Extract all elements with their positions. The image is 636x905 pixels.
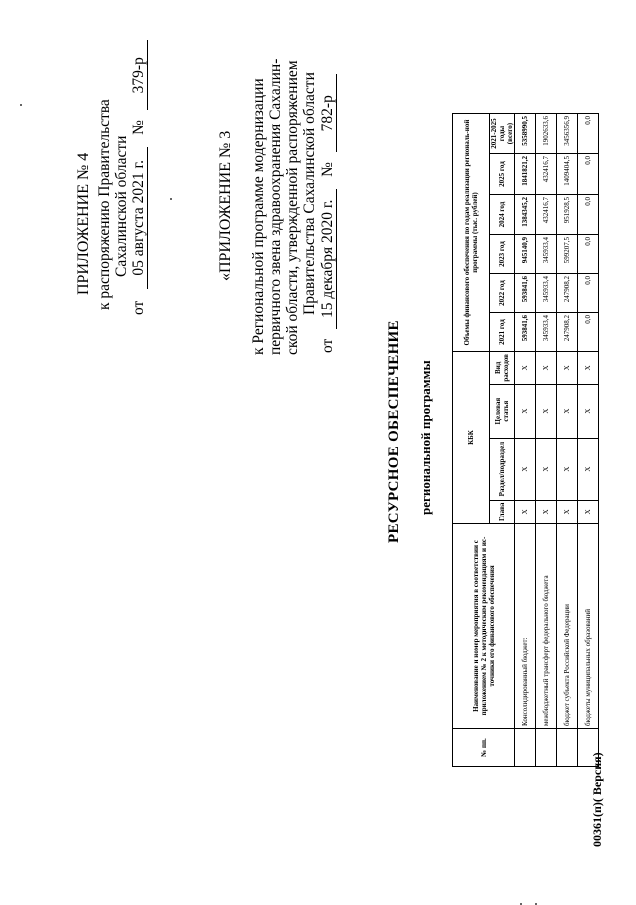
header-y2024: 2024 год (490, 195, 515, 235)
header-section: Раздел/подраздел (490, 438, 515, 500)
cell-num (536, 729, 557, 767)
appendix3-title: «ПРИЛОЖЕНИЕ № 3 (217, 130, 234, 281)
appendix4-line2: Сахалинской области (113, 135, 130, 277)
scan-speck (170, 198, 172, 200)
cell-num (557, 729, 578, 767)
cell-target: Х (557, 384, 578, 438)
cell-chapter: Х (515, 500, 536, 523)
appendix3-date: 15 декабря 2020 г. (320, 189, 337, 329)
cell-name: бюджет субъекта Российской Федерации (557, 524, 578, 729)
cell-total: 3456356,9 (557, 114, 578, 154)
cell-total: 0,0 (578, 114, 599, 154)
cell-y2021: 0,0 (578, 313, 599, 352)
cell-y2021: 247908,2 (557, 313, 578, 352)
header-num: № пп. (453, 729, 515, 767)
resource-table (452, 113, 599, 767)
cell-y2025: 1409404,5 (557, 154, 578, 195)
cell-chapter: Х (578, 500, 599, 523)
document-subtitle: региональной программы (418, 360, 433, 515)
appendix3-number: 782-р (320, 74, 337, 152)
header-y2025: 2025 год (490, 154, 515, 195)
scan-speck (20, 104, 22, 106)
cell-y2022: 345933,4 (536, 274, 557, 313)
header-y2021: 2021 год (490, 313, 515, 352)
cell-y2023: 0,0 (578, 235, 599, 274)
header-y2022: 2022 год (490, 274, 515, 313)
cell-expense: Х (578, 352, 599, 385)
table-header-row-1 (453, 114, 490, 767)
appendix3-line2: первичного звена здравоохранения Сахалин- (267, 58, 284, 355)
table-row (578, 114, 599, 767)
cell-y2022: 247908,2 (557, 274, 578, 313)
cell-y2024: 951928,5 (557, 195, 578, 235)
appendix4-date: 05 августа 2021 г. (131, 147, 148, 289)
cell-target: Х (578, 384, 599, 438)
cell-section: Х (536, 438, 557, 500)
table-row (536, 114, 557, 767)
cell-y2025: 1841821,2 (515, 154, 536, 195)
table-row (557, 114, 578, 767)
footer-code: 00361(п)( Версия) (590, 752, 604, 847)
header-volumes: Объемы финансового обеспечения по годам реализации региональ-ной программы (тыс. рублей) (453, 114, 490, 352)
cell-target: Х (536, 384, 557, 438)
cell-y2025: 0,0 (578, 154, 599, 195)
cell-total: 1902633,6 (536, 114, 557, 154)
cell-section: Х (578, 438, 599, 500)
appendix4-title: ПРИЛОЖЕНИЕ № 4 (75, 152, 92, 295)
cell-expense: Х (557, 352, 578, 385)
appendix4-from-label: от (130, 300, 147, 315)
cell-target: Х (515, 384, 536, 438)
cell-name: Консолидированный бюджет: (515, 524, 536, 729)
cell-y2023: 345933,4 (536, 235, 557, 274)
cell-y2024: 0,0 (578, 195, 599, 235)
cell-total: 5358990,5 (515, 114, 536, 154)
appendix4-line1: к распоряжению Правительства (96, 99, 113, 310)
header-y2023: 2023 год (490, 235, 515, 274)
appendix4-from-line (130, 40, 148, 315)
appendix3-from-label: от (319, 338, 336, 353)
header-expense: Вид расходов (490, 352, 515, 385)
appendix3-line4: Правительства Сахалинской области (301, 72, 318, 315)
cell-expense: Х (536, 352, 557, 385)
cell-y2024: 1384345,2 (515, 195, 536, 235)
header-name: Наименование и номер мероприятия в соответствии с приложением № 2 к методическим рекомендациям и ис-точники его финансового обеспечения (453, 524, 515, 729)
document-title: РЕСУРСНОЕ ОБЕСПЕЧЕНИЕ (386, 320, 402, 543)
cell-y2021: 345933,4 (536, 313, 557, 352)
appendix3-line3: ской области, утвержденной распоряжением (284, 60, 301, 355)
appendix3-line1: к Региональной программе модернизации (250, 78, 267, 355)
cell-chapter: Х (536, 500, 557, 523)
header-kbk: КБК (453, 352, 490, 524)
cell-y2021: 593841,6 (515, 313, 536, 352)
cell-expense: Х (515, 352, 536, 385)
cell-section: Х (557, 438, 578, 500)
header-target: Целевая статья (490, 384, 515, 438)
cell-y2022: 593841,6 (515, 274, 536, 313)
cell-chapter: Х (557, 500, 578, 523)
cell-y2024: 432416,7 (536, 195, 557, 235)
cell-name: бюджеты муниципальных образований (578, 524, 599, 729)
cell-y2025: 432416,7 (536, 154, 557, 195)
cell-y2023: 945140,9 (515, 235, 536, 274)
header-total: 2021-2025 годы (всего) (490, 114, 515, 154)
cell-y2022: 0,0 (578, 274, 599, 313)
appendix3-from-line (319, 74, 337, 353)
cell-name: межбюджетный трансферт федерального бюджета (536, 524, 557, 729)
cell-num (515, 729, 536, 767)
header-chapter: Глава (490, 500, 515, 523)
table-row (515, 114, 536, 767)
cell-y2023: 599207,5 (557, 235, 578, 274)
appendix3-no-label: № (319, 162, 336, 177)
appendix4-no-label: № (130, 120, 147, 135)
cell-section: Х (515, 438, 536, 500)
appendix4-number: 379-р (131, 40, 148, 110)
